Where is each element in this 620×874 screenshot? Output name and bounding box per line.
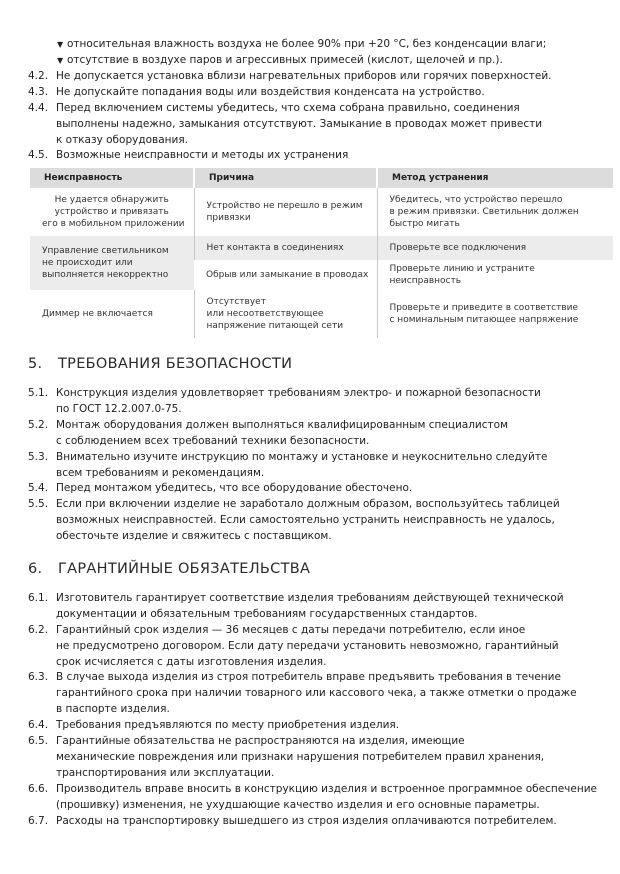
document-page: ▼ относительная влажность воздуха не более 90% при +20 °С, без конденсации влаги; ▼ отсутствие в воздухе паров и агрессивных примесей (кислот, щелочей и пр.). 4.2. Не допускается установка вблизи нагревательных приборов или горячих поверхностей. 4.3. Не допускайте попадания воды или воздействия конденсата на устройство. 4.4. Перед включением системы убедитесь, что схема собрана правильно, соединения выполнены надежно, замыкания отсутствуют. Замыкание в проводах может привести к отказу оборудования. 4.5. Возможные неисправности и методы их устранения Неисправность Причина Метод устранения Не удается обнаружить устройство и привязать его в мобильном приложении Устройство не перешло в режим привязки Убедитесь, что устройство перешло в режим привязки. Светильник должен быстро мигать Управление светильником не происходит или выполняется некорректно Нет контакта в соединениях Проверьте все подключения Обрыв или замыкание в проводах Проверьте линию и устраните неисправность Диммер не включается Отсутствует или несоответствующее напряжение питающей сети Проверьте и приведите в соответствие с номинальным питающее напряжение 5. ТРЕБОВАНИЯ БЕЗОПАСНОСТИ 5.1. Конструкция изделия удовлетворяет требованиям электро- и пожарной безопасности по ГОСТ 12.2.007.0-75. 5.2. Монтаж оборудования должен выполняться квалифицированным специалистом с соблюдением всех требований техники безопасности. 5.3. Внимательно изучите инструкцию по монтажу и установке и неукоснительно следуйте всем требованиям и рекомендациям. 5.4. Перед монтажом убедитесь, что все оборудование обесточено. 5.5. Если при включении изделие не заработало должным образом, воспользуйтесь таблицей возможных неисправностей. Если самостоятельно устранить неисправность не удалось, обесточьте изделие и свяжитесь с поставщиком. 6. ГАРАНТИЙНЫЕ ОБЯЗАТЕЛЬСТВА 6.1. Изготовитель гарантирует соответствие изделия требованиям действующей технической документации и обязательным требованиям государственных стандартов. 6.2. Гарантийный срок изделия — 36 месяцев с даты передачи потребителю, если иное не предусмотрено договором. Если дату передачи установить невозможно, гарантийный срок исчисляется с даты изготовления изделия. 6.3. В случае выхода изделия из строя потребитель вправе предъявить требования в течение гарантийного срока при наличии товарного или кассового чека, а также отметки о продаже в паспорте изделия. 6.4. Требования предъявляются по месту приобретения изделия. 6.5. Гарантийные обязательства не распространяются на изделия, имеющие механические повреждения или признаки нарушения потребителем правил хранения, транспортирования или эксплуатации. 6.6. Производитель вправе вносить в конструкцию изделия и встроенное программное обеспечение (прошивку) изменения, не ухудшающие качество изделия и его основные параметры. 6.7. Расходы на транспортировку вышедшего из строя изделия оплачиваются потребителем. [0, 0, 620, 874]
item-number: 6.7. [28, 815, 49, 827]
item-number: 5.3. [28, 451, 49, 463]
column-header: Метод устранения [377, 168, 613, 188]
fault-cell: Диммер не включается [30, 290, 194, 338]
item-number: 5.5. [28, 498, 49, 510]
item-number: 5.1. [28, 387, 49, 399]
table-row [30, 236, 613, 260]
fault-cell: Управление светильником не происходит или выполняется некорректно [30, 236, 194, 290]
cause-cell: Нет контакта в соединениях [194, 236, 377, 260]
item-number: 5.2. [28, 419, 49, 431]
item-number: 6.6. [28, 783, 49, 795]
item-number: 4.5. [28, 149, 49, 161]
item-number: 4.2. [28, 70, 49, 82]
item-number: 4.4. [28, 102, 49, 114]
method-cell: Проверьте все подключения [377, 236, 613, 260]
table-row [30, 290, 613, 338]
item-number: 5.4. [28, 482, 49, 494]
column-header: Причина [194, 168, 377, 188]
condition-bullet: ▼ отсутствие в воздухе паров и агрессивных примесей (кислот, щелочей и пр.). [57, 54, 503, 66]
item-number: 6.1. [28, 592, 49, 604]
table-header-row [30, 168, 613, 188]
method-cell: Проверьте и приведите в соответствие с номинальным питающее напряжение [377, 290, 613, 338]
column-header: Неисправность [30, 168, 194, 188]
faults-table [30, 168, 613, 338]
section-title: 5. ТРЕБОВАНИЯ БЕЗОПАСНОСТИ [28, 356, 293, 372]
item-number: 4.3. [28, 86, 49, 98]
item-number: 6.4. [28, 719, 49, 731]
table-row [30, 188, 613, 236]
triangle-bullet-icon: ▼ [57, 56, 64, 65]
method-cell: Проверьте линию и устраните неисправность [377, 260, 613, 290]
fault-cell: Не удается обнаружить устройство и привязать его в мобильном приложении [30, 188, 194, 236]
cause-cell: Отсутствует или несоответствующее напряжение питающей сети [194, 290, 377, 338]
method-cell: Убедитесь, что устройство перешло в режим привязки. Светильник должен быстро мигать [377, 188, 613, 236]
item-number: 6.5. [28, 735, 49, 747]
item-number: 6.2. [28, 624, 49, 636]
cause-cell: Устройство не перешло в режим привязки [194, 188, 377, 236]
item-number: 6.3. [28, 671, 49, 683]
condition-bullet: ▼ относительная влажность воздуха не более 90% при +20 °С, без конденсации влаги; [57, 38, 547, 50]
section-title: 6. ГАРАНТИЙНЫЕ ОБЯЗАТЕЛЬСТВА [28, 561, 311, 577]
triangle-bullet-icon: ▼ [57, 40, 64, 49]
cause-cell: Обрыв или замыкание в проводах [194, 260, 377, 290]
